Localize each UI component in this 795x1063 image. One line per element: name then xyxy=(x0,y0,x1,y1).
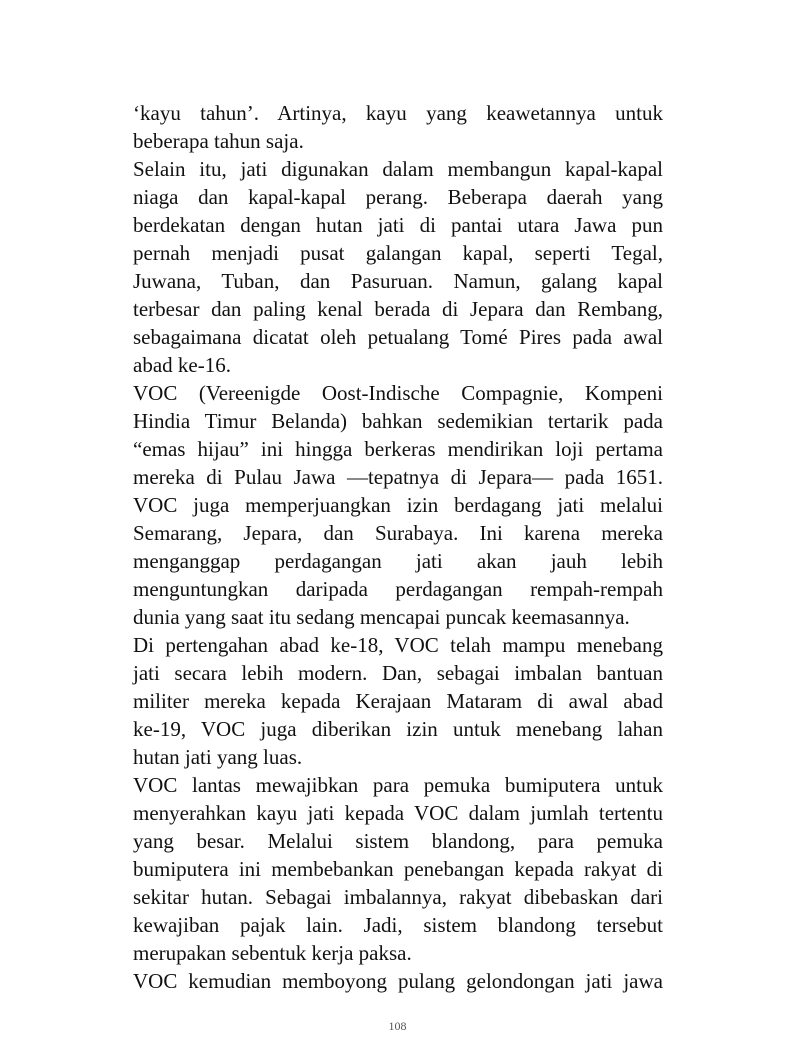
text-line: militer mereka kepada Kerajaan Mataram di awal abad xyxy=(133,689,663,713)
paragraph xyxy=(133,99,663,155)
text-line: “emas hijau” ini hingga berkeras mendirikan loji pertama xyxy=(133,437,663,461)
text-line: bumiputera ini membebankan penebangan kepada rakyat di xyxy=(133,857,663,881)
text-line: VOC kemudian memboyong pulang gelondongan jati jawa xyxy=(133,969,663,993)
text-line: abad ke-16. xyxy=(133,353,231,377)
text-line: ‘kayu tahun’. Artinya, kayu yang keawetannya untuk xyxy=(133,101,663,125)
text-line: VOC (Vereenigde Oost-Indische Compagnie, Kompeni xyxy=(133,381,663,405)
text-line: menyerahkan kayu jati kepada VOC dalam jumlah tertentu xyxy=(133,801,663,825)
text-line: VOC juga memperjuangkan izin berdagang jati melalui xyxy=(133,493,663,517)
text-line: ke-19, VOC juga diberikan izin untuk menebang lahan xyxy=(133,717,663,741)
text-line: dunia yang saat itu sedang mencapai puncak keemasannya. xyxy=(133,605,630,629)
text-line: berdekatan dengan hutan jati di pantai utara Jawa pun xyxy=(133,213,663,237)
text-line: mereka di Pulau Jawa —tepatnya di Jepara— pada 1651. xyxy=(133,465,663,489)
paragraph xyxy=(133,631,663,771)
text-line: menganggap perdagangan jati akan jauh lebih xyxy=(133,549,663,573)
text-line: menguntungkan daripada perdagangan rempah-rempah xyxy=(133,577,663,601)
text-line: hutan jati yang luas. xyxy=(133,745,303,769)
page-number: 108 xyxy=(388,1019,407,1033)
paragraph xyxy=(133,155,663,379)
paragraph xyxy=(133,379,663,631)
body-text xyxy=(133,99,663,995)
text-line: sebagaimana dicatat oleh petualang Tomé Pires pada awal xyxy=(133,325,663,349)
text-line: pernah menjadi pusat galangan kapal, seperti Tegal, xyxy=(133,241,663,265)
text-line: sekitar hutan. Sebagai imbalannya, rakyat dibebaskan dari xyxy=(133,885,663,909)
text-line: kewajiban pajak lain. Jadi, sistem blandong tersebut xyxy=(133,913,663,937)
text-line: Juwana, Tuban, dan Pasuruan. Namun, galang kapal xyxy=(133,269,663,293)
text-line: Hindia Timur Belanda) bahkan sedemikian tertarik pada xyxy=(133,409,663,433)
text-line: Semarang, Jepara, dan Surabaya. Ini karena mereka xyxy=(133,521,663,545)
text-line: niaga dan kapal-kapal perang. Beberapa daerah yang xyxy=(133,185,663,209)
text-line: terbesar dan paling kenal berada di Jepara dan Rembang, xyxy=(133,297,663,321)
paragraph xyxy=(133,771,663,967)
text-line: beberapa tahun saja. xyxy=(133,129,304,153)
paragraph xyxy=(133,967,663,995)
text-line: merupakan sebentuk kerja paksa. xyxy=(133,941,412,965)
text-line: VOC lantas mewajibkan para pemuka bumiputera untuk xyxy=(133,773,663,797)
text-line: yang besar. Melalui sistem blandong, para pemuka xyxy=(133,829,663,853)
text-line: Di pertengahan abad ke-18, VOC telah mampu menebang xyxy=(133,633,663,657)
text-line: Selain itu, jati digunakan dalam membangun kapal-kapal xyxy=(133,157,663,181)
text-line: jati secara lebih modern. Dan, sebagai imbalan bantuan xyxy=(133,661,663,685)
